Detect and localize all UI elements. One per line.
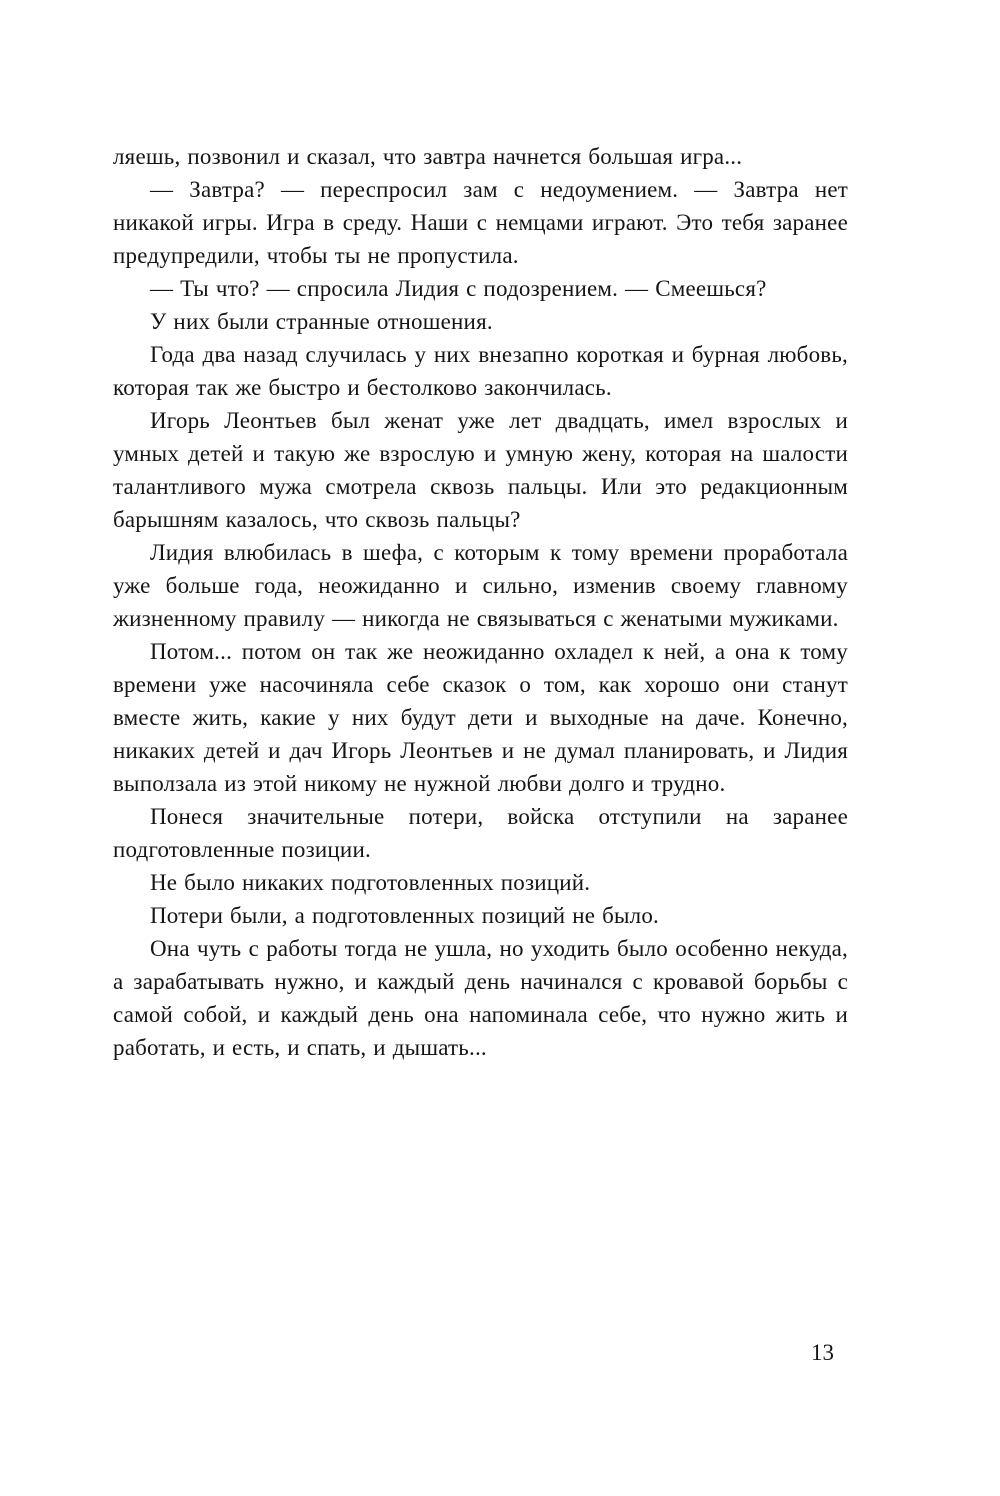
paragraph: Она чуть с работы тогда не ушла, но уходить было особенно некуда, а зарабатывать нужно, и каждый день начинался с кровавой борьбы с самой собой, и каждый день она напоминала себе, что нужно жить и работать, и есть, и спать, и дышать...	[113, 936, 848, 1060]
paragraph: Не было никаких подготовленных позиций.	[150, 870, 591, 895]
paragraph: Лидия влюбилась в шефа, с которым к тому времени проработала уже больше года, неожиданно и сильно, изменив своему главному жизненному правилу — никогда не связываться с женатыми мужиками.	[113, 540, 848, 631]
paragraph: ляешь, позвонил и сказал, что завтра начнется большая игра...	[113, 144, 743, 169]
paragraph: У них были странные отношения.	[150, 309, 493, 334]
paragraph: Понеся значительные потери, войска отступили на заранее подготовленные позиции.	[113, 804, 848, 862]
paragraph: Игорь Леонтьев был женат уже лет двадцать, имел взрослых и умных детей и такую же взрослую и умную жену, которая на шалости талантливого мужа смотрела сквозь пальцы. Или это редакционным барышням казалось, что сквозь пальцы?	[113, 408, 848, 532]
page-text	[113, 140, 848, 1064]
paragraph: Года два назад случилась у них внезапно короткая и бурная любовь, которая так же быстро и бестолково закончилась.	[113, 342, 848, 400]
paragraph: Потом... потом он так же неожиданно охладел к ней, а она к тому времени уже насочиняла себе сказок о том, как хорошо они станут вместе жить, какие у них будут дети и выходные на даче. Конечно, никаких детей и дач Игорь Леонтьев и не думал планировать, и Лидия выползала из этой никому не нужной любви долго и трудно.	[113, 639, 848, 796]
paragraph: — Завтра? — переспросил зам с недоумением. — Завтра нет никакой игры. Игра в среду. Наши с немцами играют. Это тебя заранее предупредили, чтобы ты не пропустила.	[113, 177, 848, 268]
paragraph: Потери были, а подготовленных позиций не было.	[150, 903, 659, 928]
page-number: 13	[811, 1340, 834, 1365]
paragraph: — Ты что? — спросила Лидия с подозрением. — Смеешься?	[150, 276, 767, 301]
